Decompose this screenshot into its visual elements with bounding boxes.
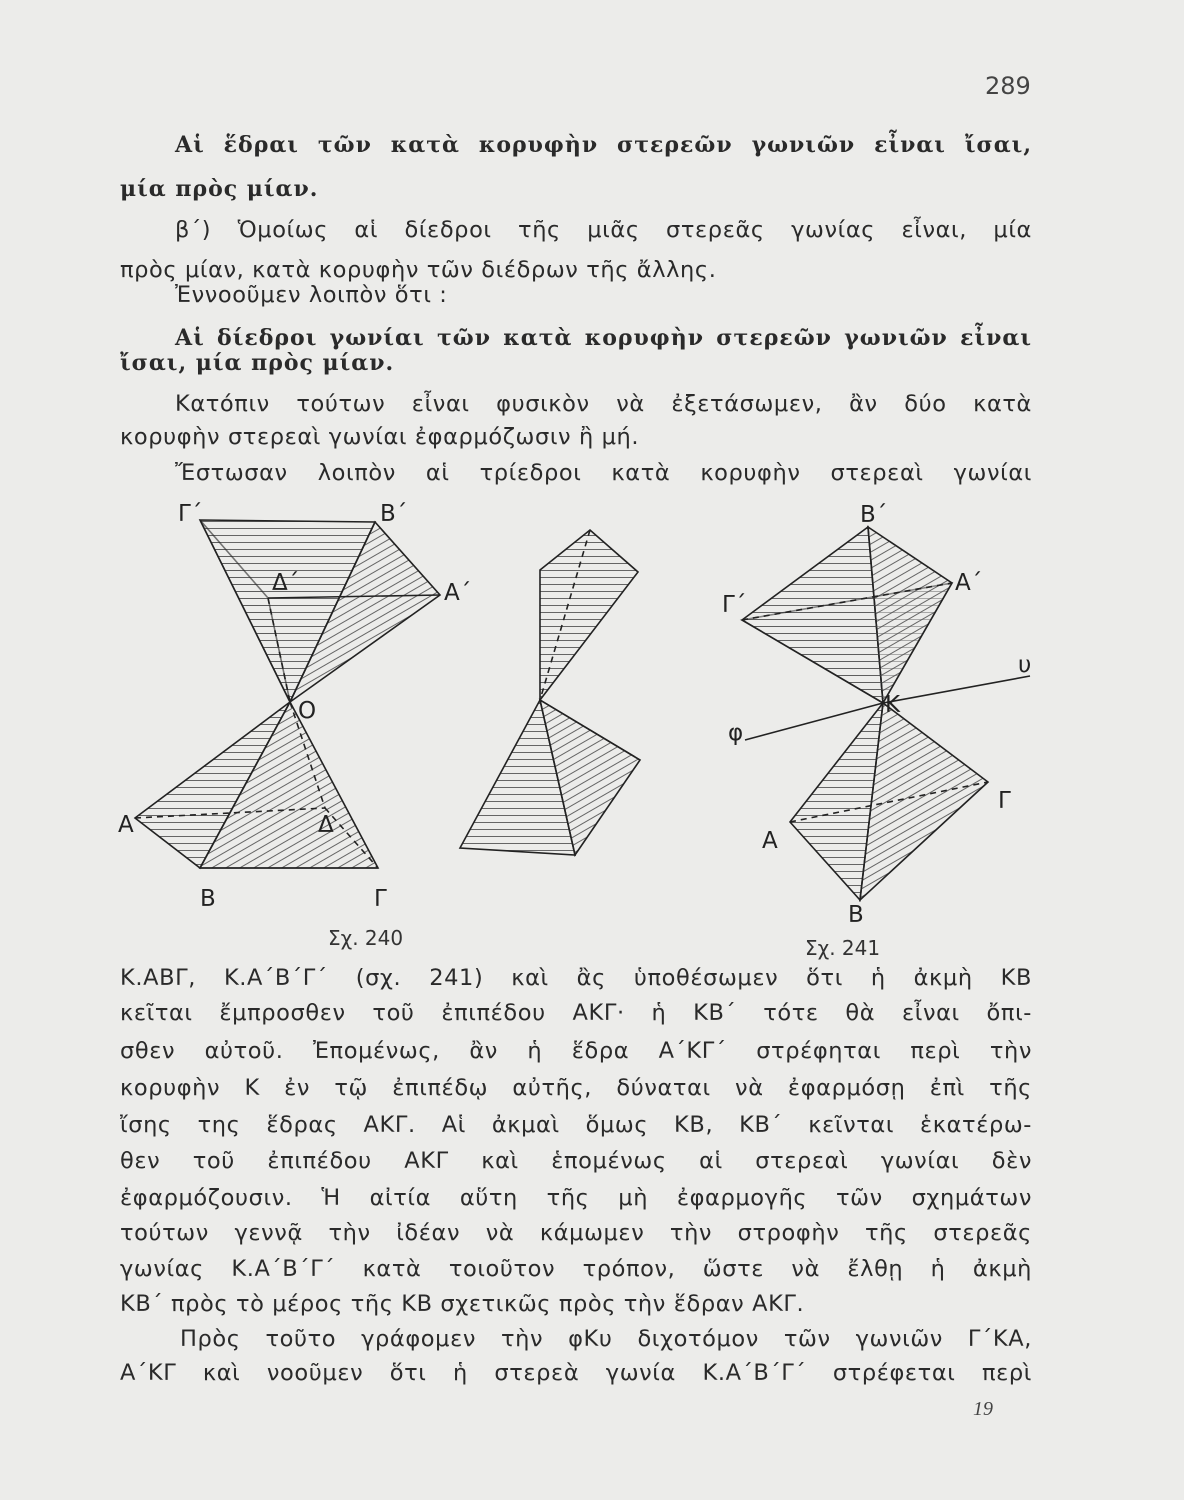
text-line: Αἱ δίεδροι γωνίαι τῶν κατὰ κορυφὴν στερεῶν γωνιῶν εἶναι xyxy=(175,325,1032,351)
text-line: Κατόπιν τούτων εἶναι φυσικὸν νὰ ἐξετάσωμεν, ἂν δύο κατὰ xyxy=(175,391,1032,417)
label-B: Β xyxy=(200,886,216,912)
text-line: σθεν αὐτοῦ. Ἐπομένως, ἂν ἡ ἕδρα Α΄ΚΓ΄ στρέφηται περὶ τὴν xyxy=(120,1038,1032,1064)
label-B-prime: Β΄ xyxy=(380,501,408,527)
label-K: Κ xyxy=(885,692,901,718)
text-line: ἐφαρμόζουσιν. Ἡ αἰτία αὕτη τῆς μὴ ἐφαρμογῆς τῶν σχημάτων xyxy=(120,1185,1032,1211)
figure-240-middle xyxy=(460,530,640,855)
text-line: ΚΒ΄ πρὸς τὸ μέρος τῆς ΚΒ σχετικῶς πρὸς τὴν ἕδραν ΑΚΓ. xyxy=(120,1291,805,1317)
label-D-prime: Δ΄ xyxy=(272,570,300,596)
text-line: γωνίας Κ.Α΄Β΄Γ΄ κατὰ τοιοῦτον τρόπον, ὥστε νὰ ἔλθῃ ἡ ἀκμὴ xyxy=(120,1256,1032,1282)
text-line: πρὸς μίαν, κατὰ κορυφὴν τῶν διέδρων τῆς ἄλλης. xyxy=(120,257,717,283)
label-A: Α xyxy=(118,812,134,838)
label-G-prime: Γ΄ xyxy=(178,501,203,527)
label-A-prime: Α΄ xyxy=(444,580,472,606)
text-line: β΄) Ὁμοίως αἱ δίεδροι τῆς μιᾶς στερεᾶς γωνίας εἶναι, μία xyxy=(175,217,1032,243)
signature-mark: 19 xyxy=(973,1398,993,1420)
label-B: Β xyxy=(848,902,864,928)
label-A-prime: Α΄ xyxy=(955,570,983,596)
text-line: Πρὸς τοῦτο γράφομεν τὴν φΚυ διχοτόμον τῶν γωνιῶν Γ΄ΚΑ, xyxy=(180,1326,1032,1352)
label-D: Δ xyxy=(318,812,334,838)
label-A: Α xyxy=(762,828,778,854)
label-B-prime: Β΄ xyxy=(860,502,888,528)
page-number: 289 xyxy=(985,72,1031,100)
figure-241-caption: Σχ. 241 xyxy=(805,936,881,960)
text-line: μία πρὸς μίαν. xyxy=(120,176,319,202)
text-line: Ἐννοοῦμεν λοιπὸν ὅτι : xyxy=(175,282,448,308)
text-line: κεῖται ἔμπροσθεν τοῦ ἐπιπέδου ΑΚΓ· ἡ ΚΒ΄ τότε θὰ εἶναι ὄπι- xyxy=(120,1000,1032,1026)
label-G: Γ xyxy=(998,788,1011,814)
text-line: ἴσης της ἕδρας ΑΚΓ. Αἱ ἀκμαὶ ὅμως ΚΒ, ΚΒ΄ κεῖνται ἑκατέρω- xyxy=(120,1112,1032,1138)
text-line: ἴσαι, μία πρὸς μίαν. xyxy=(120,350,395,376)
text-line: κορυφὴν Κ ἐν τῷ ἐπιπέδῳ αὐτῆς, δύναται νὰ ἐφαρμόσῃ ἐπὶ τῆς xyxy=(120,1075,1032,1101)
text-line: κορυφὴν στερεαὶ γωνίαι ἐφαρμόζωσιν ἢ μή. xyxy=(120,424,640,450)
text-line: τούτων γεννᾷ τὴν ἰδέαν νὰ κάμωμεν τὴν στροφὴν τῆς στερεᾶς xyxy=(120,1220,1032,1246)
figure-240-caption: Σχ. 240 xyxy=(328,926,404,950)
label-u: υ xyxy=(1018,652,1032,678)
text-line: Ἔστωσαν λοιπὸν αἱ τρίεδροι κατὰ κορυφὴν στερεαὶ γωνίαι xyxy=(175,460,1032,486)
text-line: Κ.ΑΒΓ, Κ.Α΄Β΄Γ΄ (σχ. 241) καὶ ἂς ὑποθέσωμεν ὅτι ἡ ἀκμὴ ΚΒ xyxy=(120,965,1032,991)
label-G: Γ xyxy=(374,886,387,912)
label-O: Ο xyxy=(298,698,317,724)
label-phi: φ xyxy=(728,720,744,746)
label-G-prime: Γ΄ xyxy=(722,592,747,618)
text-line: Αἱ ἕδραι τῶν κατὰ κορυφὴν στερεῶν γωνιῶν εἶναι ἴσαι, xyxy=(175,132,1032,158)
text-line: Α΄ΚΓ καὶ νοοῦμεν ὅτι ἡ στερεὰ γωνία Κ.Α΄Β΄Γ΄ στρέφεται περὶ xyxy=(120,1360,1032,1386)
text-line: θεν τοῦ ἐπιπέδου ΑΚΓ καὶ ἑπομένως αἱ στερεαὶ γωνίαι δὲν xyxy=(120,1148,1032,1174)
